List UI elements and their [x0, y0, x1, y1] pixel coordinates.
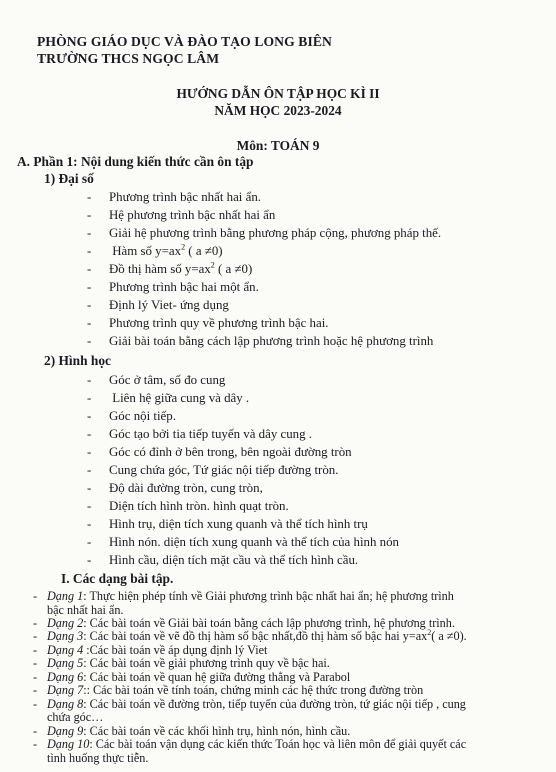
- exercise-label: Dạng 2: [47, 615, 84, 630]
- list-dash: -: [33, 737, 38, 752]
- exercise-text: : Thực hiện phép tính về Giải phương trình bậc nhất hai ẩn; hệ phương trình: [83, 589, 454, 603]
- list-dash: -: [33, 723, 38, 738]
- department-name: PHÒNG GIÁO DỤC VÀ ĐÀO TẠO LONG BIÊN: [37, 34, 332, 49]
- exercise-label: Dạng 7: [47, 683, 84, 698]
- exercise-label: Dạng 4: [47, 642, 84, 657]
- exercise-text: : Các bài toán về quan hệ giữa đường thẳng và Parabol: [83, 669, 351, 684]
- list-item: - Góc nội tiếp.: [87, 409, 176, 423]
- list-dash: -: [33, 642, 38, 657]
- geometry-heading: 2) Hình học: [44, 353, 111, 368]
- list-item: - Định lý Viet- ứng dụng: [87, 298, 229, 312]
- superscript: 2: [427, 628, 432, 638]
- exercise-text: : Các bài toán về giải phương trình quy về bậc hai.: [83, 656, 330, 671]
- list-item: - Cung chứa góc, Tứ giác nội tiếp đường tròn.: [87, 463, 339, 477]
- list-dash: -: [33, 696, 38, 711]
- exercise-label: Dạng 9: [47, 723, 84, 738]
- subject: Môn: TOÁN 9: [236, 138, 320, 153]
- list-item: - Hệ phương trình bậc nhất hai ẩn: [87, 208, 276, 222]
- exercise-text: : Các bài toán về Giải bài toán bằng cách lập phương trình, hệ phương trình.: [83, 615, 455, 630]
- title-line-1: HƯỚNG DẪN ÔN TẬP HỌC KÌ II: [176, 86, 380, 101]
- list-item: - Liên hệ giữa cung và dây .: [87, 391, 250, 405]
- list-item: - Hàm số $y=ax^2$ ( a ≠0): [87, 242, 223, 258]
- list-item: - Diện tích hình tròn. hình quạt tròn.: [87, 499, 289, 513]
- list-item-continuation: tình huống thực tiễn.: [47, 750, 149, 765]
- exercise-label: Dạng 10: [47, 737, 90, 752]
- algebra-heading: 1) Đại số: [44, 171, 94, 186]
- list-item: - Giải bài toán bằng cách lập phương trình hoặc hệ phương trình: [87, 334, 434, 348]
- exercise-text: : Các bài toán vận dụng các kiến thức Toán học và liên môn để giải quyết các: [89, 737, 467, 752]
- exercise-text: :Các bài toán về áp dụng định lý Viet: [83, 642, 268, 657]
- list-item-continuation: chứa góc…: [47, 710, 104, 725]
- list-item-continuation: bậc nhất hai ẩn.: [47, 602, 124, 617]
- exercise-text: : Các bài toán về vẽ đồ thị hàm số bậc nhất,đồ thị hàm số bậc hai y=ax: [83, 629, 428, 644]
- list-item: - Góc có đỉnh ở bên trong, bên ngoài đường tròn: [87, 445, 352, 459]
- exercise-label: Dạng 5: [47, 656, 84, 671]
- list-dash: -: [33, 683, 38, 698]
- list-item: - Hình nón. diện tích xung quanh và thể tích của hình nón: [87, 535, 399, 549]
- exercise-label: Dạng 3: [47, 629, 84, 644]
- exercise-text: : Các bài toán về các khối hình trụ, hình nón, hình cầu.: [83, 723, 351, 738]
- exercise-text: :: Các bài toán về tính toán, chứng minh các hệ thức trong đường tròn: [83, 683, 424, 698]
- part-a-heading: A. Phần 1: Nội dung kiến thức cần ôn tập: [17, 154, 254, 169]
- list-item: - Phương trình quy về phương trình bậc hai.: [87, 316, 329, 330]
- exercise-text-tail: ( a ≠0).: [431, 629, 467, 644]
- list-dash: -: [33, 629, 38, 644]
- exercise-label: Dạng 1: [47, 589, 84, 603]
- exercise-label: Dạng 8: [47, 696, 84, 711]
- list-item: - Độ dài đường tròn, cung tròn,: [87, 481, 263, 495]
- school-name: TRƯỜNG THCS NGỌC LÂM: [37, 51, 220, 66]
- list-item: - Hình cầu, diện tích mặt cầu và thể tích hình cầu.: [87, 553, 359, 567]
- list-dash: -: [33, 615, 38, 630]
- list-item: - Đồ thị hàm số $y=ax^2$ ( a ≠0): [87, 260, 253, 276]
- list-item: - Góc ở tâm, số đo cung: [87, 373, 226, 387]
- list-item: - Hình trụ, diện tích xung quanh và thể tích hình trụ: [87, 517, 368, 531]
- title-line-2: NĂM HỌC 2023-2024: [214, 103, 342, 118]
- list-item: - Giải hệ phương trình bằng phương pháp cộng, phương pháp thế.: [87, 226, 442, 240]
- exercise-label: Dạng 6: [47, 669, 84, 684]
- list-item: - Phương trình bậc hai một ẩn.: [87, 280, 259, 294]
- list-dash: -: [33, 669, 38, 684]
- exercises-heading: I. Các dạng bài tập.: [61, 571, 174, 586]
- list-item: - Phương trình bậc nhất hai ẩn.: [87, 190, 261, 204]
- list-dash: -: [33, 656, 38, 671]
- exercise-text: : Các bài toán về đường tròn, tiếp tuyến của đường tròn, tứ giác nội tiếp , cung: [83, 696, 466, 711]
- list-dash: -: [33, 589, 38, 603]
- list-item: - Góc tạo bởi tia tiếp tuyến và dây cung .: [87, 427, 312, 441]
